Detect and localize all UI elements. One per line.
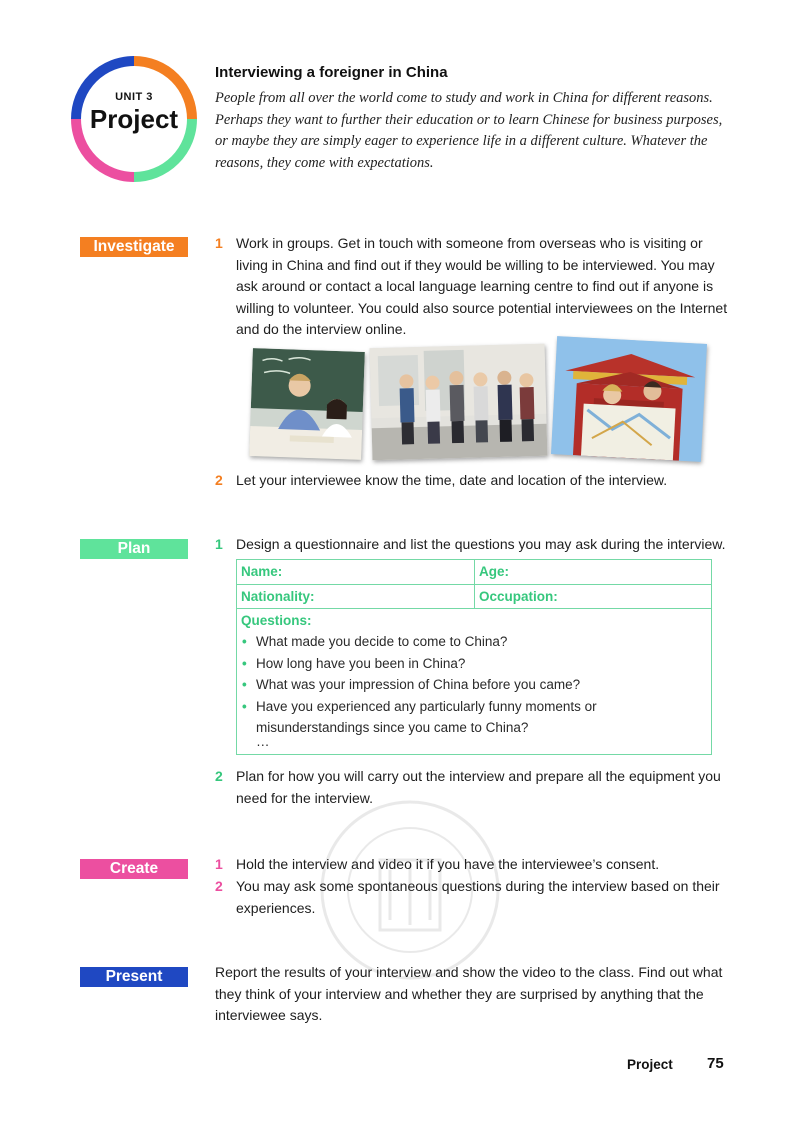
item-number: 1: [215, 235, 223, 251]
questionnaire-table: [236, 559, 712, 755]
students-group-photo: [370, 344, 548, 461]
photo-collage: [245, 340, 715, 465]
present-text: Report the results of your interview and show the video to the class. Find out what they think of your interview and whether they are surprised by anything that the interviewee says.: [215, 964, 723, 1023]
list-item: • What was your impression of China before you came?: [241, 674, 711, 696]
item-text: Hold the interview and video it if you have the interviewee’s consent.: [236, 856, 660, 872]
name-field: Name:: [241, 564, 283, 579]
age-field: Age:: [479, 564, 509, 579]
page-title: Interviewing a foreigner in China: [215, 64, 448, 81]
item-number: 1: [215, 856, 223, 872]
item-number: 2: [215, 472, 223, 488]
list-ellipsis: …: [256, 733, 270, 749]
item-number: 2: [215, 768, 223, 784]
section-label-investigate: Investigate: [80, 237, 188, 257]
nationality-field: Nationality:: [241, 589, 315, 604]
list-item: • What made you decide to come to China?: [241, 631, 711, 653]
item-number: 2: [215, 878, 223, 894]
page-number: 75: [707, 1055, 724, 1072]
unit-title: Project: [89, 104, 179, 134]
section-label-present: Present: [80, 967, 188, 987]
footer-section-name: Project: [627, 1057, 673, 1072]
list-item: • Have you experienced any particularly funny moments or misunderstandings since you came to China?: [241, 696, 711, 739]
item-text: Plan for how you will carry out the interview and prepare all the equipment you need for the interview.: [236, 768, 721, 806]
table-divider: [474, 560, 475, 609]
unit-badge: [70, 55, 198, 183]
item-text: Work in groups. Get in touch with someone from overseas who is visiting or living in China and find out if they would be willing to be interviewed. You may ask around or contact a local language learning centre to find out if anyone is willing to volunteer. You could also source potential interviewees on the Internet and do the interview online.: [236, 235, 728, 337]
tourists-map-photo: [551, 336, 707, 462]
occupation-field: Occupation:: [479, 589, 558, 604]
item-text: Design a questionnaire and list the questions you may ask during the interview.: [236, 536, 726, 552]
list-item: • How long have you been in China?: [241, 653, 711, 675]
questions-list: [241, 631, 711, 749]
item-number: 1: [215, 536, 223, 552]
unit-number: UNIT 3: [115, 91, 153, 103]
intro-paragraph: People from all over the world come to study and work in China for different reasons. Perhaps they want to further their education or to learn Chinese for business purposes, or maybe they are simply eager to experience life in a different culture. Whatever the reasons, they come with expectations.: [215, 90, 723, 171]
item-text: Let your interviewee know the time, date and location of the interview.: [236, 472, 668, 488]
section-label-create: Create: [80, 859, 188, 879]
questions-heading: Questions:: [241, 613, 312, 628]
classroom-photo: [249, 348, 365, 460]
item-text: You may ask some spontaneous questions during the interview based on their experiences.: [236, 878, 720, 916]
section-label-plan: Plan: [80, 539, 188, 559]
